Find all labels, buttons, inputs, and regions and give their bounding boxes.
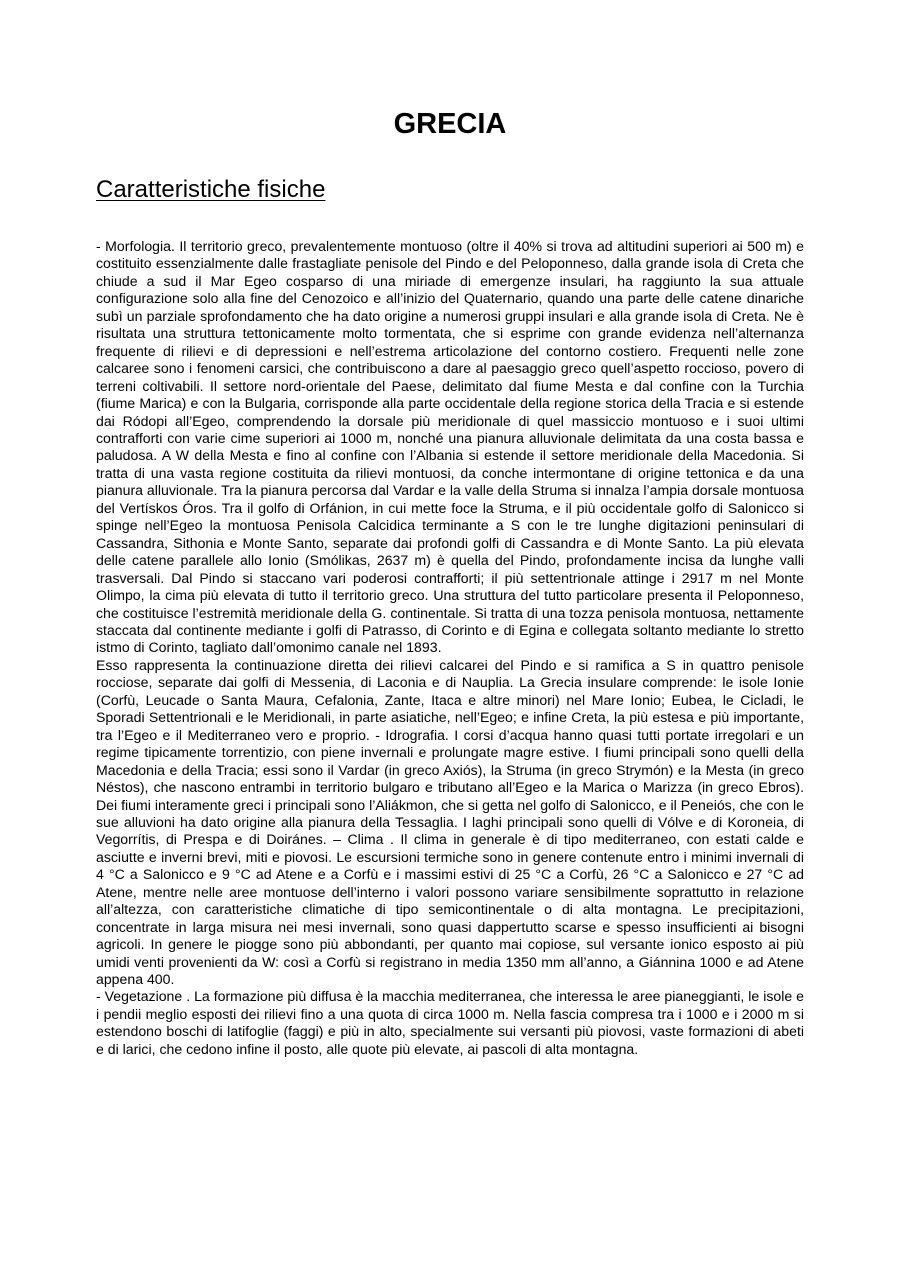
page-title: GRECIA — [393, 108, 507, 140]
section-heading: Caratteristiche fisiche — [96, 176, 326, 203]
body-text — [96, 238, 804, 1058]
paragraph-idrografia-clima: Esso rappresenta la continuazione diretta dei rilievi calcarei del Pindo e si ramifica a S in quattro penisole rocciose, separate dai golfi di Messenia, di Laconia e di Nauplia. La Grecia insulare comprende: le isole Ionie (Corfù, Leucade o Santa Maura, Cefalonia, Zante, Itaca e altre minori) nel Mare Ionio; Eubea, le Cicladi, le Sporadi Settentrionali e le Meridionali, in parte asiatiche, nell’Egeo; e infine Creta, la più estesa e più importante, tra l’Egeo e il Mediterraneo vero e proprio. - Idrografia. I corsi d’acqua hanno quasi tutti portate irregolari e un regime tipicamente torrentizio, con piene invernali e prolungate magre estive. I fiumi principali sono quelli della Macedonia e della Tracia; essi sono il Vardar (in greco Axiós), la Struma (in greco Strymón) e la Mesta (in greco Néstos), che nascono entrambi in territorio bulgaro e tributano all’Egeo e la Marica o Marizza (in greco Ebros). Dei fiumi interamente greci i principali sono l’Aliákmon, che si getta nel golfo di Salonicco, e il Peneiós, che con le sue alluvioni ha dato origine alla pianura della Tessaglia. I laghi principali sono quelli di Vólve e di Koroneia, di Vegorrítis, di Prespa e di Doiránes. – Clima . Il clima in generale è di tipo mediterraneo, con estati calde e asciutte e inverni brevi, miti e piovosi. Le escursioni termiche sono in genere contenute entro i minimi invernali di 4 °C a Salonicco e 9 °C ad Atene e a Corfù e i massimi estivi di 25 °C a Corfù, 26 °C a Salonicco e 27 °C ad Atene, mentre nelle aree montuose dell’interno i valori possono variare sensibilmente soprattutto in relazione all’altezza, con caratteristiche climatiche di tipo semicontinentale o di alta montagna. Le precipitazioni, concentrate in larga misura nei mesi invernali, sono quasi dappertutto scarse e spesso insufficienti ai bisogni agricoli. In genere le piogge sono più abbondanti, per quanto mai copiose, sul versante ionico esposto ai più umidi venti provenienti da W: così a Corfù si registrano in media 1350 mm all’anno, a Giánnina 1000 e ad Atene appena 400. — [96, 656, 804, 988]
paragraph-vegetazione: - Vegetazione . La formazione più diffusa è la macchia mediterranea, che interessa le aree pianeggianti, le isole e i pendii meglio esposti dei rilievi fino a una quota di circa 1000 m. Nella fascia compresa tra i 1000 e i 2000 m si estendono boschi di latifoglie (faggi) e più in alto, specialmente sui versanti più piovosi, vaste formazioni di abeti e di larici, che cedono infine il posto, alle quote più elevate, ai pascoli di alta montagna. — [96, 988, 804, 1057]
paragraph-morfologia: - Morfologia. Il territorio greco, prevalentemente montuoso (oltre il 40% si trova ad altitudini superiori ai 500 m) e costituito essenzialmente dalle frastagliate penisole del Pindo e del Peloponneso, dalla grande isola di Creta che chiude a sud il Mar Egeo cosparso di una miriade di emergenze insulari, ha raggiunto la sua attuale configurazione solo alla fine del Cenozoico e all’inizio del Quaternario, quando una parte delle catene dinariche subì un parziale sprofondamento che ha dato origine a numerosi gruppi insulari e alla grande isola di Creta. Ne è risultata una struttura tettonicamente molto tormentata, che si esprime con grande evidenza nell’alternanza frequente di rilievi e di depressioni e nell’estrema articolazione del contorno costiero. Frequenti nelle zone calcaree sono i fenomeni carsici, che contribuiscono a dare al paesaggio greco quell’aspetto roccioso, povero di terreni coltivabili. Il settore nord-orientale del Paese, delimitato dal fiume Mesta e dal confine con la Turchia (fiume Marica) e con la Bulgaria, corrisponde alla parte occidentale della regione storica della Tracia e si estende dai Ródopi all’Egeo, comprendendo la dorsale più meridionale di quel massiccio montuoso e i suoi ultimi contrafforti con varie cime superiori ai 1000 m, nonché una pianura alluvionale delimitata da una costa bassa e paludosa. A W della Mesta e fino al confine con l’Albania si estende il settore meridionale della Macedonia. Si tratta di una vasta regione costituita da rilievi montuosi, da conche intermontane di origine tettonica e da una pianura alluvionale. Tra la pianura percorsa dal Vardar e la valle della Struma si innalza l’ampia dorsale montuosa del Vertískos Óros. Tra il golfo di Orfánion, in cui mette foce la Struma, e il più occidentale golfo di Salonicco si spinge nell’Egeo la montuosa Penisola Calcidica terminante a S con le tre lunghe digitazioni peninsulari di Cassandra, Sithonia e Monte Santo, separate dai profondi golfi di Cassandra e di Monte Santo. La più elevata delle catene parallele allo Ionio (Smólikas, 2637 m) è quella del Pindo, profondamente incisa da lunghe valli trasversali. Dal Pindo si staccano vari poderosi contrafforti; il più settentrionale attinge i 2917 m nel Monte Olimpo, la cima più elevata di tutto il territorio greco. Una struttura del tutto particolare presenta il Peloponneso, che costituisce l’estremità meridionale della G. continentale. Si tratta di una tozza penisola montuosa, nettamente staccata dal continente mediante i golfi di Patrasso, di Corinto e di Egina e collegata soltanto mediante lo stretto istmo di Corinto, tagliato dall’omonimo canale nel 1893. — [96, 238, 804, 656]
